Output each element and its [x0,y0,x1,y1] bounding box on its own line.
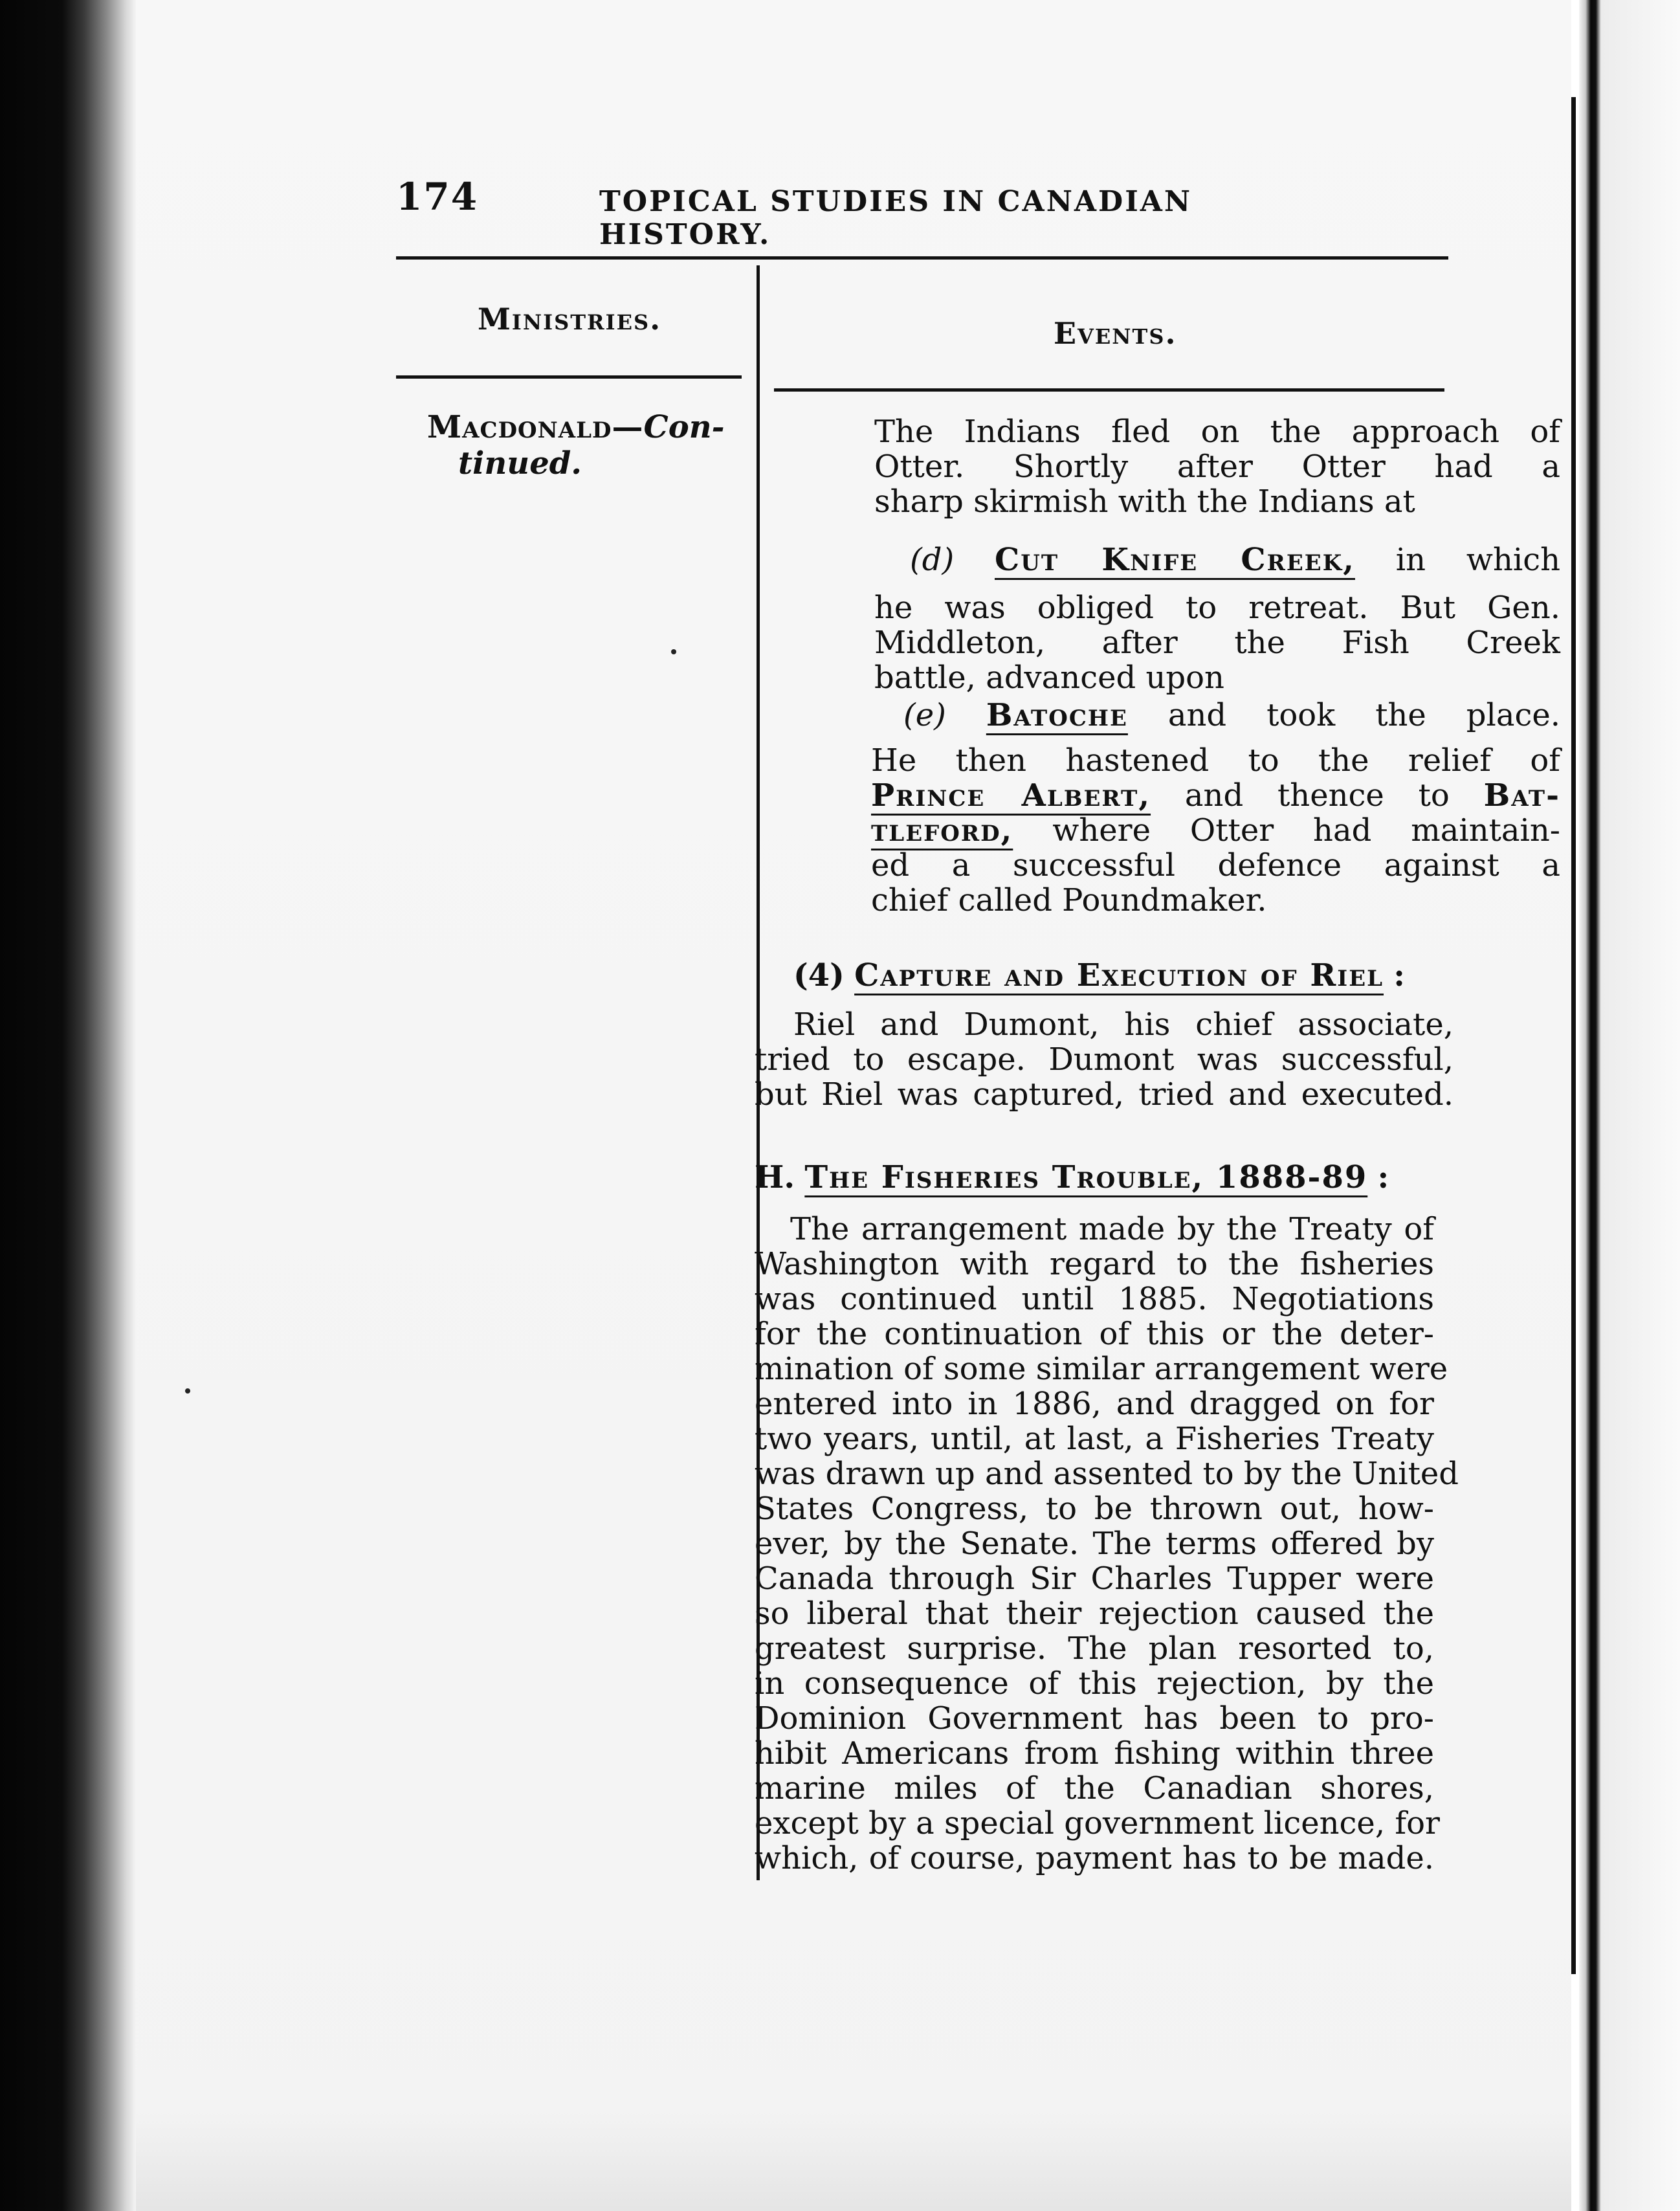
running-title: TOPICAL STUDIES IN CANADIAN HISTORY. [599,185,1193,251]
section-title: Capture and Execution of Riel [854,957,1384,994]
text-line: two years, until, at last, a Fisheries Treaty [755,1421,1434,1457]
ink-speck [671,649,676,654]
right-head-rule [774,388,1444,392]
text-line: ever, by the Senate. The terms offered by [755,1526,1434,1562]
right-edge-line [1571,97,1576,1974]
page-number: 174 [396,175,479,219]
place-name: Prince Albert, [871,777,1151,814]
ministries-heading: Ministries. [478,302,662,337]
events-heading: Events. [1054,316,1177,351]
text-line: entered into in 1886, and dragged on for [755,1386,1434,1422]
text-line: so liberal that their rejection caused the [755,1595,1434,1632]
text-fragment: where Otter had maintain- [1052,812,1560,849]
text-line: He then hastened to the relief of [871,742,1560,779]
events-paragraph [755,1211,1459,1876]
ministry-entry [427,409,738,482]
text-line: The Indians fled on the approach of [874,414,1560,450]
place-name: Batoche [986,697,1128,733]
events-paragraph [874,590,1560,695]
left-head-rule [396,375,742,379]
section-colon: : [1377,1159,1389,1195]
event-item-d [910,542,1560,577]
text-fragment: and took the place. [1167,697,1560,733]
event-item-e [903,698,1560,733]
text-line: greatest surprise. The plan resorted to, [755,1630,1434,1667]
text-line: for the continuation of this or the deter- [755,1316,1434,1352]
item-marker: (e) [903,697,946,733]
section-heading-h [755,1160,1453,1195]
page-bottom-shadow [136,2110,1571,2211]
text-line: chief called Poundmaker. [871,882,1267,918]
text-line: Dominion Government has been to pro- [755,1700,1434,1737]
text-fragment: and thence to [1184,777,1450,814]
place-name: Cut Knife Creek, [995,542,1355,578]
item-marker: (d) [910,542,955,578]
text-line: Washington with regard to the fisheries [755,1246,1434,1282]
right-page-edge [1579,0,1680,2211]
section-heading-4 [793,958,1547,993]
events-paragraph [755,1007,1453,1112]
text-line: was continued until 1885. Negotiations [755,1281,1434,1317]
top-rule [396,256,1448,260]
events-paragraph [874,414,1560,519]
text-line: The arrangement made by the Treaty of [790,1211,1434,1247]
ministry-name: Macdonald— [427,409,644,445]
place-name: Bat- [1483,777,1560,814]
text-line: ed a successful defence against a [871,847,1560,883]
text-fragment: in which [1395,542,1561,578]
text-line: in consequence of this rejection, by the [755,1665,1434,1702]
text-line: which, of course, payment has to be made. [755,1840,1434,1876]
text-line: tried to escape. Dumont was successful, [755,1041,1453,1078]
place-name: tleford, [871,812,1013,849]
text-line: except by a special government licence, for [755,1805,1440,1841]
ink-speck [185,1388,190,1394]
text-line: was drawn up and assented to by the United [755,1456,1459,1492]
section-colon: : [1393,957,1405,994]
text-line: States Congress, to be thrown out, how- [755,1491,1434,1527]
text-line: but Riel was captured, tried and executed. [755,1076,1453,1113]
ministry-continued-1: Con- [643,409,725,445]
text-line: Middleton, after the Fish Creek [874,625,1560,661]
text-line: battle, advanced upon [874,660,1224,696]
section-marker: (4) [793,957,845,994]
running-head [396,175,1309,251]
text-line: Otter. Shortly after Otter had a [874,449,1560,485]
ministry-continued-2: tinued. [458,445,582,482]
text-line: marine miles of the Canadian shores, [755,1770,1434,1806]
events-paragraph [871,743,1560,918]
text-line: hibit Americans from fishing within three [755,1735,1434,1772]
left-page-edge [0,0,136,2211]
text-line: Canada through Sir Charles Tupper were [755,1561,1434,1597]
section-marker: H. [755,1159,795,1195]
text-line: Riel and Dumont, his chief associate, [793,1006,1453,1043]
text-line: mination of some similar arrangement were [755,1351,1448,1387]
text-line: he was obliged to retreat. But Gen. [874,590,1560,626]
section-title: The Fisheries Trouble, 1888-89 [804,1159,1368,1195]
text-line: sharp skirmish with the Indians at [874,483,1415,520]
